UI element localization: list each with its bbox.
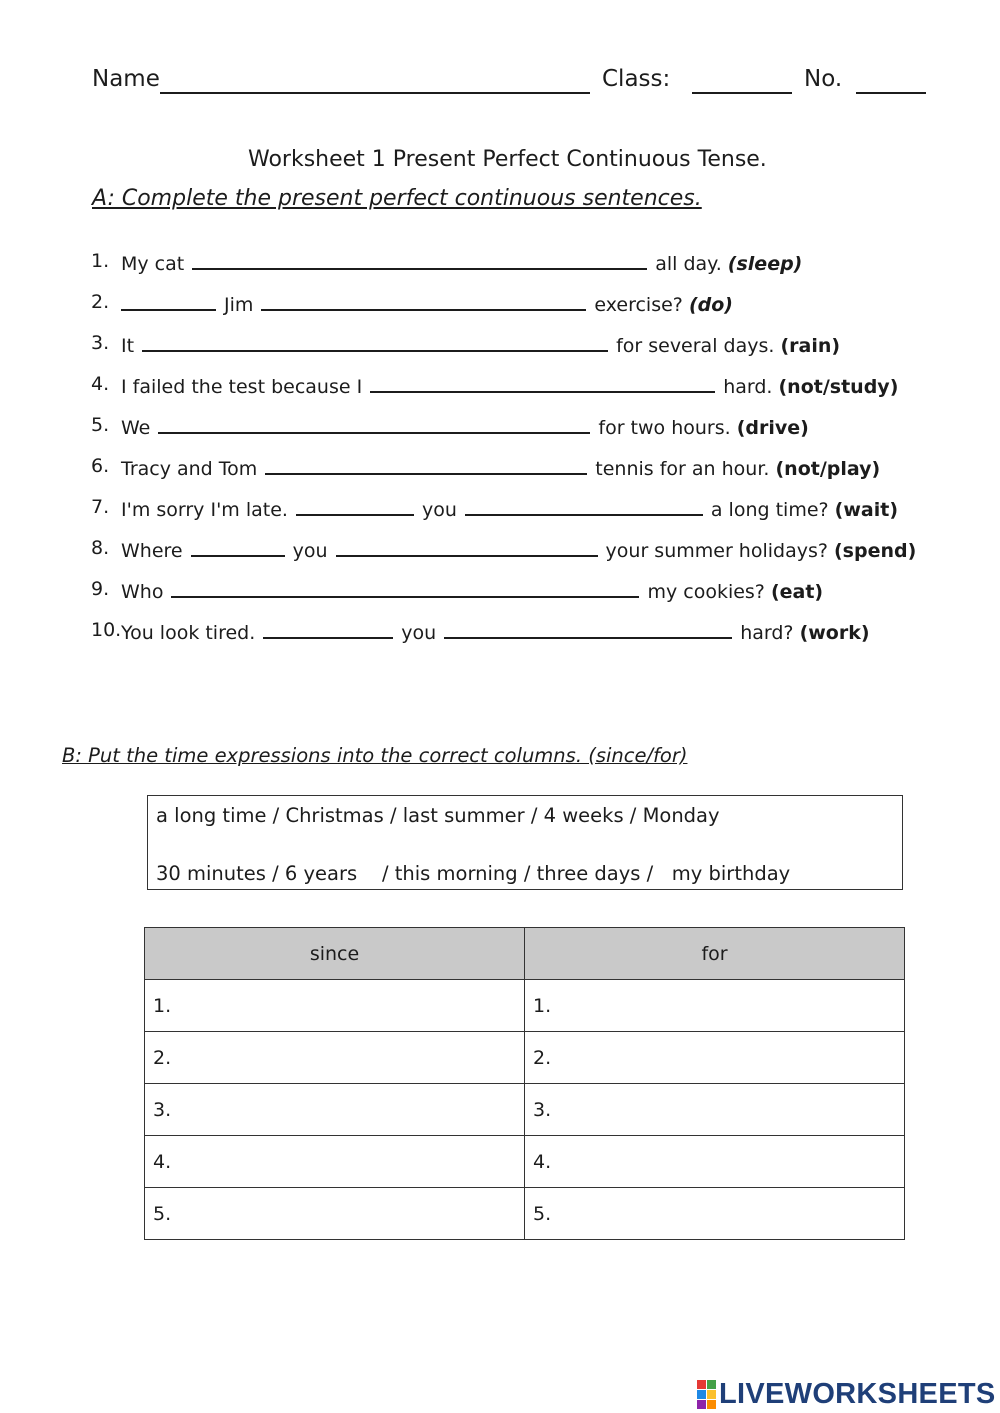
answer-blank[interactable]	[444, 615, 732, 639]
for-cell[interactable]: 4.	[525, 1136, 905, 1188]
sentence-text: a long time?	[710, 499, 829, 521]
answer-blank[interactable]	[261, 287, 586, 311]
word-box-line-2: 30 minutes / 6 years / this morning / three days / my birthday	[156, 862, 791, 885]
logo-cube	[707, 1390, 716, 1399]
sentence-text: you	[401, 622, 437, 644]
question-number: 7.	[91, 496, 110, 518]
table-row	[145, 1084, 905, 1136]
question-number: 4.	[91, 373, 110, 395]
question-number: 5.	[91, 414, 110, 436]
question-number: 10.	[91, 619, 122, 641]
sentence-text: all day.	[655, 253, 722, 275]
for-column-header: for	[525, 928, 905, 980]
sentence-text: hard.	[723, 376, 773, 398]
answer-blank[interactable]	[263, 615, 393, 639]
sentence-text: tennis for an hour.	[595, 458, 770, 480]
sentence-text: We	[121, 417, 151, 439]
no-label: No.	[804, 66, 843, 92]
answer-blank[interactable]	[192, 246, 647, 270]
sentence-text: your summer holidays?	[605, 540, 828, 562]
sentence-text: you	[292, 540, 328, 562]
name-label: Name	[92, 66, 160, 92]
class-label: Class:	[602, 66, 671, 92]
for-cell[interactable]: 1.	[525, 980, 905, 1032]
table-row	[145, 1136, 905, 1188]
sentence-text: Who	[121, 581, 164, 603]
sentence-text: my cookies?	[647, 581, 765, 603]
table-row	[145, 1032, 905, 1084]
since-column-header: since	[145, 928, 525, 980]
logo-cube	[697, 1380, 706, 1389]
sentence-text: exercise?	[594, 294, 683, 316]
question-number: 9.	[91, 578, 110, 600]
question-number: 2.	[91, 291, 110, 313]
sentence-text: You look tired.	[121, 622, 256, 644]
sentence-text: for several days.	[616, 335, 775, 357]
answer-blank[interactable]	[121, 287, 216, 311]
since-cell[interactable]: 2.	[145, 1032, 525, 1084]
word-box-line-1: a long time / Christmas / last summer / 4 weeks / Monday	[156, 804, 720, 827]
answer-blank[interactable]	[336, 533, 598, 557]
sentence-text: I failed the test because I	[121, 376, 363, 398]
number-field[interactable]	[856, 66, 926, 94]
class-field[interactable]	[692, 66, 792, 94]
answer-blank[interactable]	[296, 492, 414, 516]
answer-blank[interactable]	[465, 492, 703, 516]
table-row	[145, 980, 905, 1032]
sentence-text: for two hours.	[598, 417, 731, 439]
section-b-heading: B: Put the time expressions into the correct columns. (since/for)	[62, 744, 688, 767]
time-expressions-box	[147, 795, 903, 890]
sentence-text: I'm sorry I'm late.	[121, 499, 288, 521]
liveworksheets-logo	[697, 1377, 996, 1411]
since-for-table	[144, 927, 905, 1240]
answer-blank[interactable]	[370, 369, 715, 393]
for-cell[interactable]: 3.	[525, 1084, 905, 1136]
name-field[interactable]	[160, 66, 590, 94]
sentence-text: hard?	[740, 622, 794, 644]
logo-cube	[697, 1400, 706, 1409]
sentence-text: Where	[121, 540, 183, 562]
logo-cubes-icon	[697, 1380, 716, 1409]
verb-hint: (wait)	[834, 499, 899, 521]
logo-cube	[697, 1390, 706, 1399]
verb-hint: (not/study)	[778, 376, 899, 398]
table-header-row	[145, 928, 905, 980]
since-cell[interactable]: 4.	[145, 1136, 525, 1188]
answer-blank[interactable]	[142, 328, 608, 352]
verb-hint: (drive)	[736, 417, 809, 439]
verb-hint: (do)	[688, 294, 733, 316]
answer-blank[interactable]	[265, 451, 587, 475]
table-row	[145, 1188, 905, 1240]
verb-hint: (work)	[799, 622, 870, 644]
since-cell[interactable]: 3.	[145, 1084, 525, 1136]
sentence-text: My cat	[121, 253, 185, 275]
verb-hint: (spend)	[834, 540, 917, 562]
answer-blank[interactable]	[171, 574, 639, 598]
for-cell[interactable]: 5.	[525, 1188, 905, 1240]
sentence-text: Jim	[224, 294, 254, 316]
question-number: 6.	[91, 455, 110, 477]
sentence-text: Tracy and Tom	[121, 458, 258, 480]
answer-blank[interactable]	[191, 533, 285, 557]
question-number: 1.	[91, 250, 110, 272]
sentence-text: you	[421, 499, 457, 521]
verb-hint: (not/play)	[775, 458, 881, 480]
logo-text: LIVEWORKSHEETS	[719, 1377, 996, 1410]
section-a-heading: A: Complete the present perfect continuous sentences.	[92, 186, 702, 211]
for-cell[interactable]: 2.	[525, 1032, 905, 1084]
worksheet-title: Worksheet 1 Present Perfect Continuous Tense.	[248, 147, 767, 172]
question-number: 8.	[91, 537, 110, 559]
logo-cube	[707, 1400, 716, 1409]
question-number: 3.	[91, 332, 110, 354]
since-cell[interactable]: 5.	[145, 1188, 525, 1240]
sentence-text: It	[121, 335, 135, 357]
verb-hint: (eat)	[770, 581, 824, 603]
answer-blank[interactable]	[158, 410, 590, 434]
verb-hint: (rain)	[780, 335, 841, 357]
verb-hint: (sleep)	[727, 253, 803, 275]
logo-cube	[707, 1380, 716, 1389]
since-cell[interactable]: 1.	[145, 980, 525, 1032]
